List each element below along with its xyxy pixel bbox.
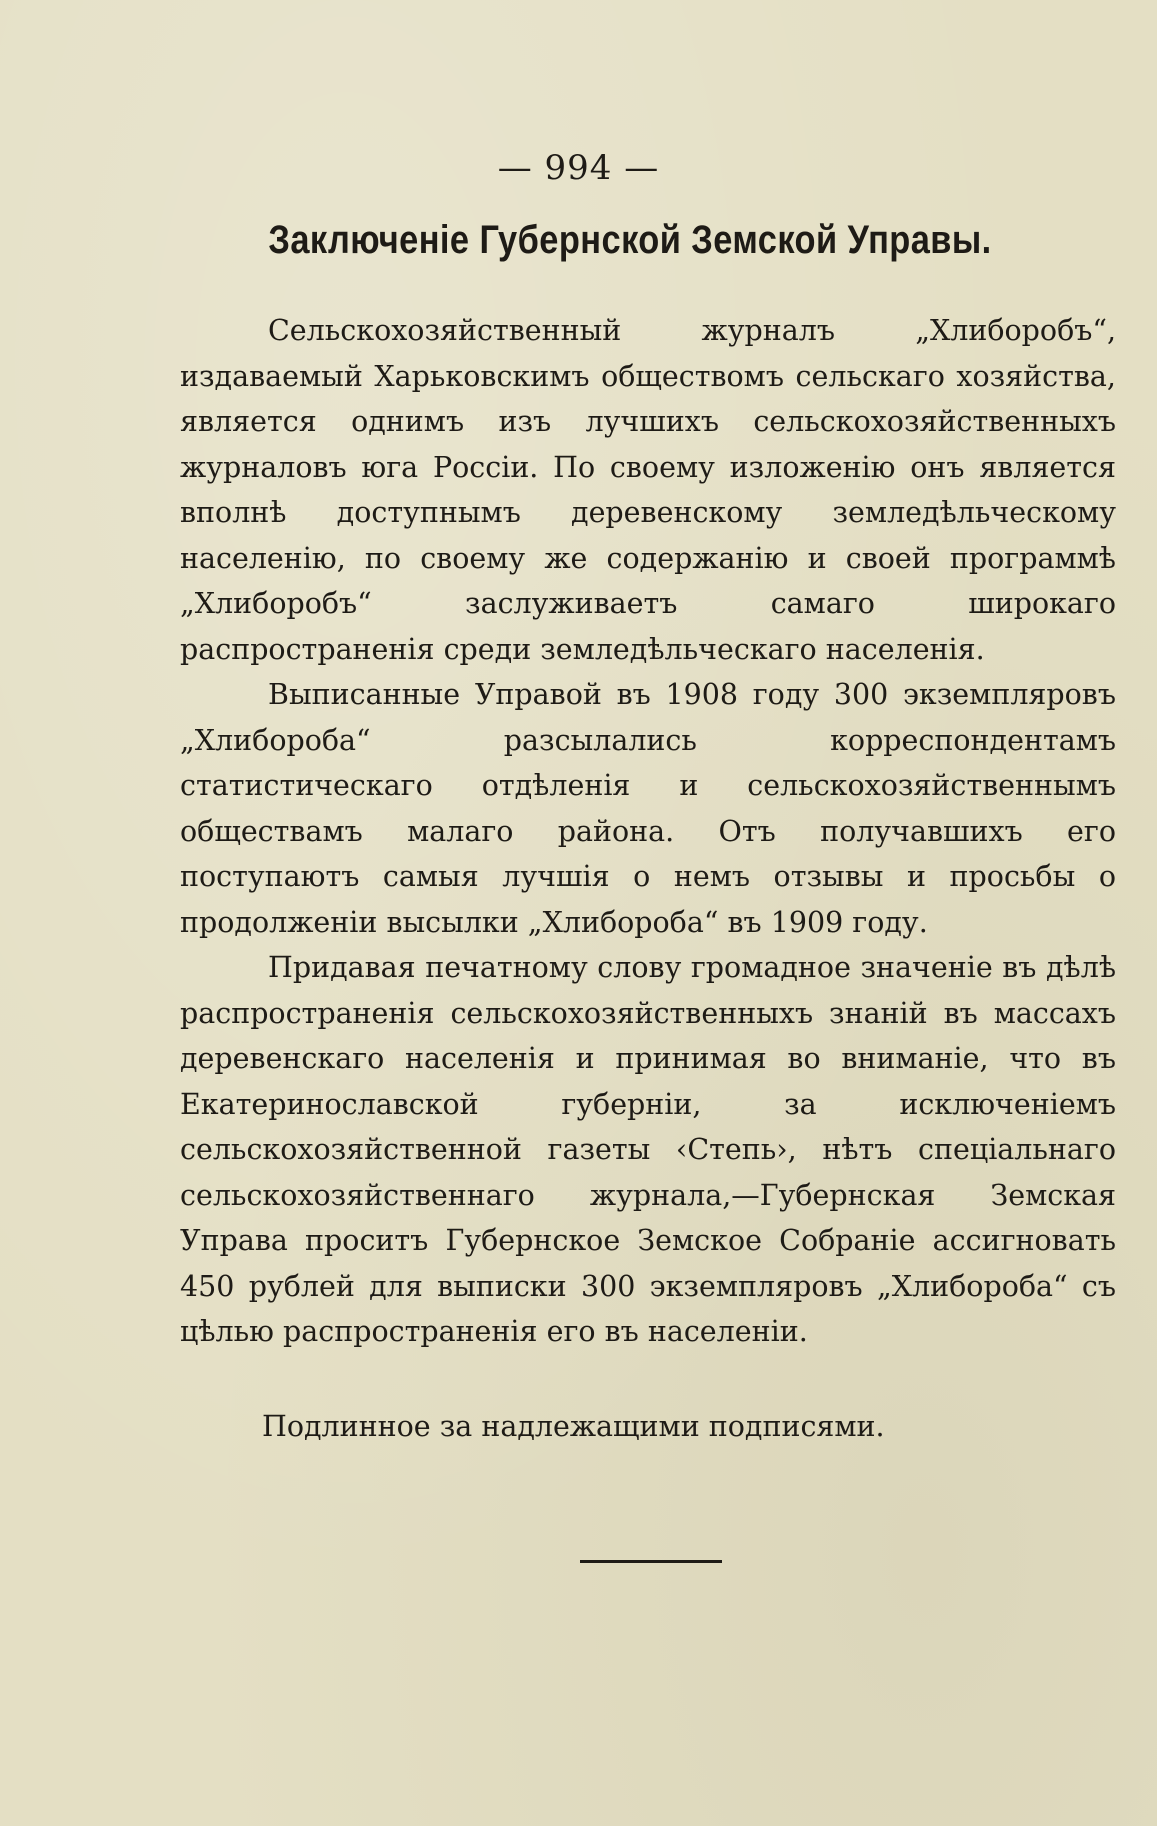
body-text [180,308,1116,1355]
page-number: — 994 — [497,148,660,188]
paragraph-3: Придавая печатному слову громадное значенiе въ дѣлѣ распространенiя сельскохозяйственныхъ знанiй въ массахъ деревенскаго населенiя и принимая во вниманiе, что въ Екатеринославской губернiи, за исключенiемъ сельскохозяйственной газеты ‹Степь›, нѣтъ спецiальнаго сельскохозяйственнаго журнала,—Губернская Земская Управа проситъ Губернское Земское Собранiе ассигновать 450 рублей для выписки 300 экземпляровъ „Хлибороба“ съ цѣлью распространенiя его въ населенiи. [180,951,1116,1348]
signature-note: Подлинное за надлежащими подписями. [262,1410,885,1443]
paragraph-2: Выписанные Управой въ 1908 году 300 экземпляровъ „Хлибороба“ разсылались корреспондентамъ статистическаго отдѣленiя и сельскохозяйственнымъ обществамъ малаго района. Отъ получавшихъ его поступаютъ самыя лучшiя о немъ отзывы и просьбы о продолженiи высылки „Хлибороба“ въ 1909 году. [180,678,1116,939]
section-heading: Заключенiе Губернской Земской Управы. [268,218,992,262]
closing-rule [580,1560,722,1563]
paragraph-1: Сельскохозяйственный журналъ „Хлиборобъ“, издаваемый Харьковскимъ обществомъ сельскаго хозяйства, является однимъ изъ лучшихъ сельскохозяйственныхъ журналовъ юга Россiи. По своему изложенiю онъ является вполнѣ доступнымъ деревенскому земледѣльческому населенiю, по своему же содержанiю и своей программѣ „Хлиборобъ“ заслуживаетъ самаго широкаго распространенiя среди земледѣльческаго населенiя. [180,314,1116,666]
